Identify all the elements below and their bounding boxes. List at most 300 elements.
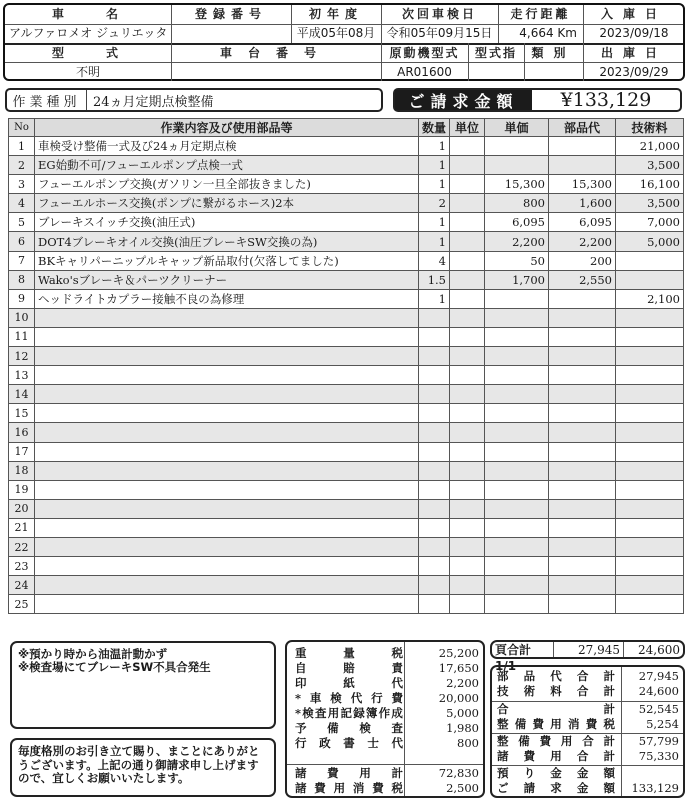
table-row [9,595,684,614]
first-year-value: 平成05年08月 [296,26,376,40]
row-number: 6 [9,232,35,251]
summary-label: 技 術 料 合 計 [497,684,615,698]
table-row [9,461,684,480]
billing-amount-box [393,88,682,112]
row-unit-price [485,595,549,614]
summary-label: 整 備 費 用 合 計 [497,734,615,748]
first-year-header: 初年度 [308,7,363,21]
column-header-description: 作業内容及び使用部品等 [35,119,419,137]
row-number: 4 [9,194,35,213]
fee-label: 印 紙 代 [295,676,403,690]
next-inspection-value: 令和05年09月15日 [386,26,493,40]
exit-date-header: 出庫日 [600,46,667,60]
thanks-message-box [10,738,276,797]
row-parts-cost [549,423,616,442]
row-description [35,480,419,499]
table-row [9,137,684,156]
fee-value: 17,650 [438,661,479,675]
table-row [9,576,684,595]
divider [287,764,483,765]
table-row [9,557,684,576]
table-row [9,156,684,175]
row-unit [450,576,485,595]
column-header-no: No [9,119,35,137]
divider [524,43,525,81]
page-total-box [490,640,685,673]
row-parts-cost [549,461,616,480]
row-number: 9 [9,289,35,308]
row-number: 17 [9,442,35,461]
fee-label: 自 賠 責 [295,661,403,675]
row-quantity [419,385,450,404]
row-labor-cost: 2,100 [616,289,684,308]
summary-label: ご 請 求 金 額 [497,781,615,795]
table-row [9,404,684,423]
fee-row [287,646,483,661]
divider [5,43,683,45]
note-line: ※検査場にてブレーキSW不具合発生 [18,660,211,674]
table-row [9,366,684,385]
row-number: 3 [9,175,35,194]
row-unit-price [485,557,549,576]
row-parts-cost [549,480,616,499]
row-description: フューエルポンプ交換(ガソリン一旦全部抜きました) [35,175,419,194]
row-parts-cost [549,499,616,518]
category-header: 類別 [531,46,576,60]
table-row [9,194,684,213]
row-labor-cost [616,385,684,404]
row-unit-price [485,423,549,442]
row-description [35,499,419,518]
table-row [9,232,684,251]
entry-date-value: 2023/09/18 [599,26,669,40]
row-unit [450,442,485,461]
row-unit-price [485,518,549,537]
page-total-parts: 27,945 [554,642,624,657]
row-unit-price: 800 [485,194,549,213]
model-designation-header: 型式指 [474,46,517,60]
row-description: フューエルホース交換(ポンプに繋がるホース)2本 [35,194,419,213]
table-row [9,518,684,537]
row-labor-cost: 3,500 [616,156,684,175]
row-quantity [419,537,450,556]
summary-row [492,702,683,718]
row-unit [450,213,485,232]
row-description [35,366,419,385]
row-parts-cost: 200 [549,251,616,270]
work-type-value: 24ヵ月定期点検整備 [93,94,214,110]
row-number: 8 [9,270,35,289]
row-number: 7 [9,251,35,270]
row-quantity [419,366,450,385]
summary-box [490,665,685,798]
row-parts-cost [549,327,616,346]
row-unit [450,289,485,308]
row-quantity [419,347,450,366]
row-quantity: 1 [419,289,450,308]
row-number: 24 [9,576,35,595]
fee-value: 2,200 [446,676,479,690]
thanks-message: 毎度格別のお引き立て賜り、まことにありがとうございます。上記の通り御請求申し上げますので、宜しくお願いいたします。 [18,744,260,785]
row-description [35,385,419,404]
page-total-labor: 24,600 [638,642,680,657]
row-number: 25 [9,595,35,614]
row-unit [450,404,485,423]
table-row [9,327,684,346]
summary-label: 預 り 金 金 額 [497,766,615,780]
fee-row [287,721,483,736]
row-unit [450,251,485,270]
engine-model-value: AR01600 [397,65,452,79]
row-number: 13 [9,366,35,385]
statutory-fees-box [285,640,485,798]
summary-row [492,717,683,733]
row-quantity [419,595,450,614]
row-unit-price [485,156,549,175]
row-quantity: 1 [419,175,450,194]
row-unit-price: 50 [485,251,549,270]
row-parts-cost [549,385,616,404]
summary-value: 27,945 [638,669,679,683]
divider [171,5,172,81]
row-parts-cost [549,537,616,556]
row-description [35,347,419,366]
row-unit-price [485,385,549,404]
mileage-value: 4,664 Km [519,26,577,40]
car-name-value: アルファロメオ ジュリエッタ [9,26,168,40]
row-labor-cost: 5,000 [616,232,684,251]
row-unit [450,308,485,327]
row-description [35,423,419,442]
table-row [9,213,684,232]
row-quantity: 1 [419,156,450,175]
model-header: 型 式 [51,46,124,60]
summary-value: 5,254 [646,717,679,731]
fee-label: * 検 査 用 記 録 簿 作 成 [295,706,403,720]
row-unit [450,327,485,346]
next-inspection-header: 次回車検日 [401,7,477,21]
fee-row [287,676,483,691]
row-number: 14 [9,385,35,404]
row-labor-cost [616,537,684,556]
row-quantity [419,327,450,346]
row-quantity [419,308,450,327]
row-description [35,327,419,346]
table-row [9,347,684,366]
page-total-label: 頁合計 1/1 [492,642,554,657]
row-unit [450,557,485,576]
category-value [524,63,583,82]
column-header-parts-cost: 部品代 [549,119,616,137]
table-row [9,537,684,556]
summary-row [492,669,683,685]
row-number: 20 [9,499,35,518]
fee-value: 1,980 [446,721,479,735]
row-unit [450,232,485,251]
table-body [9,137,684,614]
table-row [9,499,684,518]
divider [468,43,469,81]
row-quantity: 2 [419,194,450,213]
row-number: 23 [9,557,35,576]
note-line: ※預かり時から油温計動かず [18,647,168,661]
work-items-table [8,118,684,614]
row-description [35,404,419,423]
row-unit-price [485,480,549,499]
row-unit-price [485,366,549,385]
summary-label: 整 備 費 用 消 費 税 [497,717,615,731]
fees-tax-value: 2,500 [446,781,479,795]
table-row [9,175,684,194]
column-header-unit-price: 単価 [485,119,549,137]
summary-row [492,734,683,750]
row-parts-cost [549,289,616,308]
summary-label: 部 品 代 合 計 [497,669,615,683]
fee-row [287,661,483,676]
fee-label: 予 備 検 査 [295,721,403,735]
divider [498,5,499,43]
row-labor-cost [616,308,684,327]
row-unit [450,518,485,537]
row-unit [450,347,485,366]
exit-date-value: 2023/09/29 [599,65,669,79]
row-labor-cost [616,366,684,385]
row-parts-cost: 2,550 [549,270,616,289]
row-quantity [419,499,450,518]
row-unit-price: 15,300 [485,175,549,194]
row-unit [450,480,485,499]
row-unit [450,499,485,518]
divider [291,5,292,43]
summary-row [492,749,683,765]
row-description [35,442,419,461]
table-row [9,251,684,270]
table-row [9,308,684,327]
row-unit [450,194,485,213]
row-labor-cost: 3,500 [616,194,684,213]
row-number: 22 [9,537,35,556]
row-quantity: 4 [419,251,450,270]
table-row [9,270,684,289]
row-number: 18 [9,461,35,480]
model-value: 不明 [75,65,100,79]
row-unit-price [485,289,549,308]
table-row [9,423,684,442]
summary-label: 合 計 [497,702,615,716]
row-unit-price [485,576,549,595]
row-unit-price [485,327,549,346]
summary-value: 24,600 [638,684,679,698]
fees-total-value: 72,830 [438,766,479,780]
row-parts-cost [549,557,616,576]
row-parts-cost: 1,600 [549,194,616,213]
model-designation-value [468,63,524,82]
row-labor-cost [616,251,684,270]
row-quantity: 1 [419,137,450,156]
row-quantity [419,461,450,480]
fee-value: 5,000 [446,706,479,720]
row-unit [450,595,485,614]
divider [5,24,683,25]
engine-model-header: 原動機型式 [389,46,460,60]
row-description: ヘッドライトカプラー接触不良の為修理 [35,289,419,308]
row-parts-cost [549,347,616,366]
row-unit [450,175,485,194]
row-unit [450,137,485,156]
column-header-labor-cost: 技術料 [616,119,684,137]
row-labor-cost [616,461,684,480]
summary-value: 57,799 [638,734,679,748]
row-quantity [419,480,450,499]
row-description: 車検受け整備一式及び24ヵ月定期点検 [35,137,419,156]
row-unit [450,156,485,175]
row-unit [450,537,485,556]
row-description [35,576,419,595]
fee-row [287,706,483,721]
work-type-label: 作業種別 [7,90,87,110]
row-unit [450,366,485,385]
column-header-unit: 単位 [450,119,485,137]
row-number: 10 [9,308,35,327]
row-description [35,461,419,480]
fees-tax-label: 諸 費 用 消 費 税 [295,781,403,795]
row-parts-cost [549,442,616,461]
fee-row [287,736,483,751]
row-parts-cost [549,576,616,595]
row-unit [450,461,485,480]
chassis-number-value [171,63,381,82]
row-labor-cost [616,576,684,595]
summary-value: 52,545 [638,702,679,716]
row-description: Wako'sブレーキ＆パーツクリーナー [35,270,419,289]
billing-amount-label: ご請求金額 [395,90,532,110]
registration-number-value [171,24,291,43]
summary-row [492,684,683,700]
row-quantity [419,576,450,595]
fee-label: 重 量 税 [295,646,403,660]
table-row [9,442,684,461]
table-row [9,480,684,499]
table-row [9,289,684,308]
row-unit-price [485,499,549,518]
row-labor-cost [616,499,684,518]
row-parts-cost [549,518,616,537]
fee-value: 800 [457,736,479,750]
row-unit-price: 6,095 [485,213,549,232]
row-labor-cost [616,480,684,499]
row-parts-cost [549,308,616,327]
row-number: 19 [9,480,35,499]
table-header-row [9,119,684,137]
row-labor-cost [616,518,684,537]
row-quantity [419,423,450,442]
entry-date-header: 入庫日 [600,7,667,21]
row-labor-cost [616,557,684,576]
row-unit [450,270,485,289]
row-parts-cost: 15,300 [549,175,616,194]
row-unit-price [485,347,549,366]
row-labor-cost [616,442,684,461]
row-description: DOT4ブレーキオイル交換(油圧ブレーキSW交換の為) [35,232,419,251]
summary-row [492,766,683,782]
row-quantity [419,557,450,576]
row-unit-price [485,137,549,156]
row-description: BKキャリパーニップルキャップ新品取付(欠落してました) [35,251,419,270]
row-unit-price [485,537,549,556]
registration-number-header: 登録番号 [194,7,267,21]
divider [5,62,683,63]
summary-row [492,781,683,797]
column-header-quantity: 数量 [419,119,450,137]
row-number: 2 [9,156,35,175]
fee-value: 25,200 [438,646,479,660]
row-description: ブレーキスイッチ交換(油圧式) [35,213,419,232]
row-description: EG始動不可/フューエルポンプ点検一式 [35,156,419,175]
chassis-number-header: 車台番号 [219,46,332,60]
table-row [9,385,684,404]
row-number: 5 [9,213,35,232]
row-parts-cost [549,595,616,614]
row-unit-price [485,442,549,461]
row-unit-price: 1,700 [485,270,549,289]
row-unit-price [485,308,549,327]
billing-amount-value: ¥133,129 [560,89,652,111]
mileage-header: 走行距離 [510,7,571,21]
row-parts-cost [549,156,616,175]
row-labor-cost: 7,000 [616,213,684,232]
vehicle-info-box [3,3,685,81]
row-quantity [419,404,450,423]
row-labor-cost [616,404,684,423]
row-number: 16 [9,423,35,442]
row-number: 11 [9,327,35,346]
row-parts-cost: 6,095 [549,213,616,232]
row-description [35,518,419,537]
row-number: 12 [9,347,35,366]
row-quantity: 1 [419,232,450,251]
notes-box [10,641,276,729]
summary-label: 諸 費 用 合 計 [497,749,615,763]
row-labor-cost [616,423,684,442]
row-unit [450,385,485,404]
row-labor-cost: 21,000 [616,137,684,156]
row-labor-cost [616,595,684,614]
summary-value: 75,330 [638,749,679,763]
row-description [35,308,419,327]
row-parts-cost [549,366,616,385]
row-quantity: 1 [419,213,450,232]
row-description [35,557,419,576]
row-labor-cost [616,347,684,366]
row-labor-cost: 16,100 [616,175,684,194]
row-unit-price [485,461,549,480]
fees-tax-row [287,781,483,796]
fee-label: * 車 検 代 行 費 [295,691,403,705]
row-unit-price [485,404,549,423]
row-parts-cost: 2,200 [549,232,616,251]
row-quantity [419,518,450,537]
row-quantity [419,442,450,461]
row-parts-cost [549,404,616,423]
fee-value: 20,000 [438,691,479,705]
row-number: 1 [9,137,35,156]
fees-total-row [287,766,483,781]
row-number: 21 [9,518,35,537]
fee-label: 行 政 書 士 代 [295,736,403,750]
divider [381,5,382,81]
work-type-box [5,88,383,112]
row-description [35,537,419,556]
